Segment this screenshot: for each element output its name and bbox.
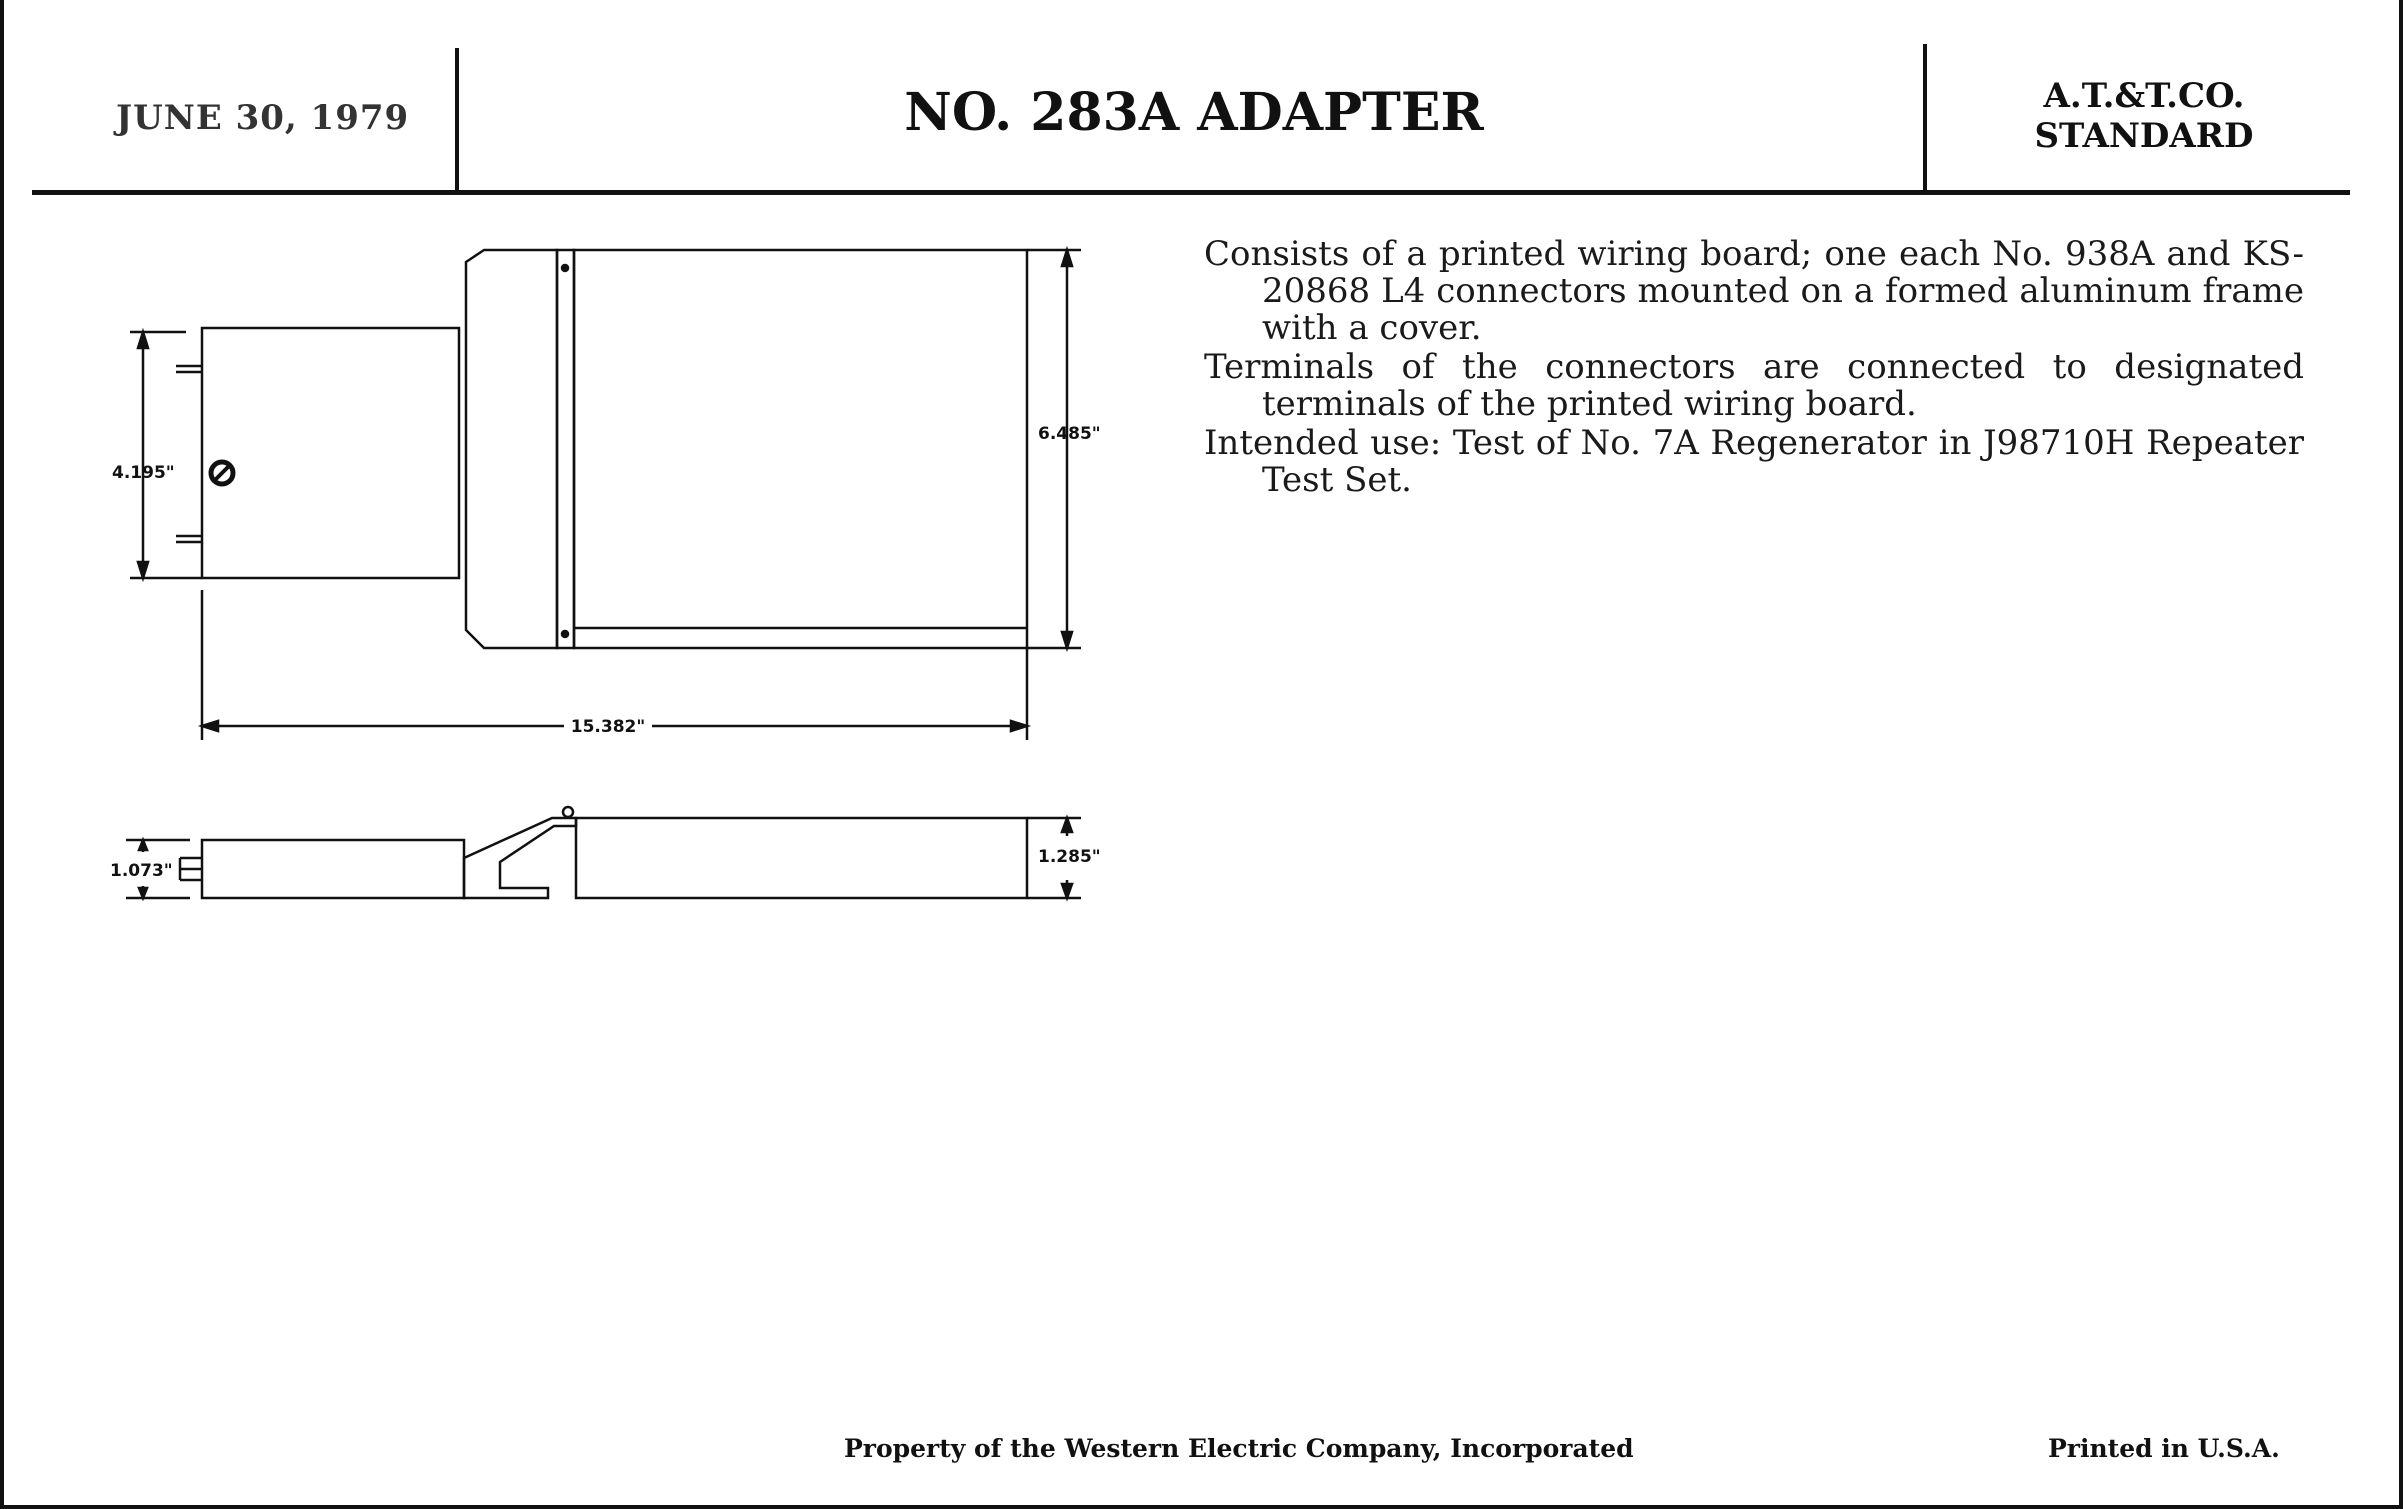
description-paragraph: Consists of a printed wiring board; one each No. 938A and KS-20868 L4 connectors mounted on a formed aluminum frame with a cover. [1204, 234, 2304, 348]
dim-label-side-right: 1.285" [1038, 847, 1101, 867]
description [1204, 236, 2304, 501]
standard-label-org: A.T.&T.CO. [2043, 76, 2245, 116]
dim-label-height-main: 6.485" [1038, 424, 1101, 444]
main-frame-rail [557, 250, 574, 648]
document-date: JUNE 30, 1979 [116, 98, 410, 138]
footer-printed-notice: Printed in U.S.A. [2048, 1434, 2280, 1463]
side-view-bracket [464, 818, 576, 898]
side-view-connector [202, 840, 464, 898]
standard-label [1934, 76, 2354, 156]
dim-label-width-front: 4.195" [112, 463, 175, 483]
main-frame-flange [466, 250, 557, 648]
adapter-drawing [4, 0, 1144, 940]
main-frame-body [574, 250, 1027, 648]
dim-label-length-total: 15.382" [570, 717, 646, 737]
front-connector-body [202, 328, 459, 578]
description-paragraph: Terminals of the connectors are connected to designated terminals of the printed wiring board. [1204, 347, 2304, 424]
description-paragraph: Intended use: Test of No. 7A Regenerator in J98710H Repeater Test Set. [1204, 423, 2304, 500]
header-divider-right [1923, 44, 1927, 190]
dim-label-side-left: 1.073" [110, 861, 173, 881]
footer-property-notice: Property of the Western Electric Company, Incorporated [844, 1434, 1634, 1463]
document-title: NO. 283A ADAPTER [904, 82, 1484, 143]
side-view-body [576, 818, 1027, 898]
standard-label-standard: STANDARD [2034, 116, 2254, 156]
